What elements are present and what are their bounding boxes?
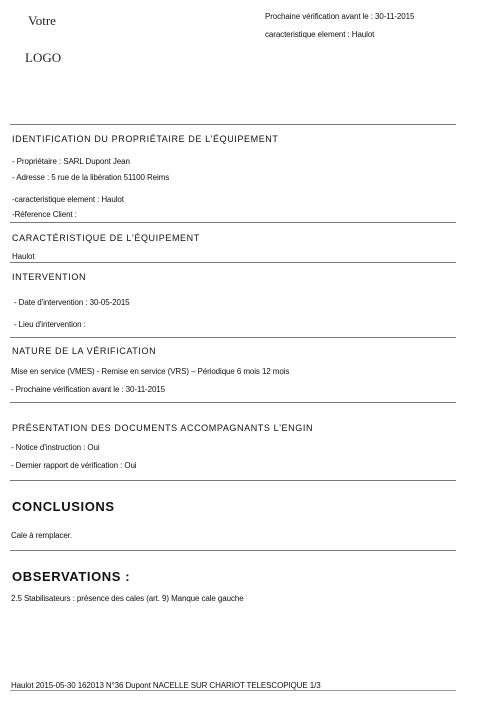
section-title-equipment: CARACTÉRISTIQUE DE L'ÉQUIPEMENT: [12, 233, 200, 243]
section-title-observations: OBSERVATIONS :: [12, 569, 131, 584]
owner-element: -caracteristique element : Haulot: [12, 195, 124, 204]
logo-text: LOGO: [25, 50, 62, 65]
element-characteristic: caracteristique element : Haulot: [265, 30, 375, 39]
next-check-date: Prochaine vérification avant le : 30-11-2015: [265, 12, 415, 21]
verification-types: Mise en service (VMES) - Remise en service (VRS) – Périodique 6 mois 12 mois: [11, 367, 290, 376]
owner-name: - Propriétaire : SARL Dupont Jean: [12, 157, 130, 166]
observations-text: 2.5 Stabilisateurs : présence des cales (art. 9) Manque cale gauche: [11, 594, 244, 603]
section-title-verification: NATURE DE LA VÉRIFICATION: [12, 346, 157, 356]
documents-notice: - Notice d'instruction : Oui: [11, 443, 100, 452]
divider: [10, 262, 456, 263]
section-title-documents: PRÉSENTATION DES DOCUMENTS ACCOMPAGNANTS L'ENGIN: [12, 423, 314, 433]
equipment-value: Haulot: [12, 252, 35, 261]
owner-address: - Adresse : 5 rue de la libération 51100 Reims: [12, 173, 170, 182]
intervention-date: - Date d'intervention : 30-05-2015: [14, 298, 130, 307]
section-title-owner: IDENTIFICATION DU PROPRIÉTAIRE DE L'ÉQUIPEMENT: [12, 134, 279, 144]
footer-text: Haulot 2015-05-30 162013 N°36 Dupont NACELLE SUR CHARIOT TELESCOPIQUE 1/3: [11, 681, 321, 690]
divider: [10, 337, 456, 338]
section-title-intervention: INTERVENTION: [12, 272, 87, 282]
divider: [10, 124, 456, 125]
divider: [10, 222, 456, 223]
verification-next: - Prochaine vérification avant le : 30-11-2015: [11, 385, 166, 394]
documents-last-report: - Dernier rapport de vérification : Oui: [11, 461, 137, 470]
divider: [10, 402, 456, 403]
footer-divider: [10, 690, 456, 691]
divider: [10, 480, 456, 481]
divider: [10, 550, 456, 551]
owner-reference: -Réference Client :: [12, 210, 77, 219]
intervention-location: - Lieu d'intervention :: [14, 320, 86, 329]
section-title-conclusions: CONCLUSIONS: [12, 499, 115, 514]
conclusions-text: Cale à remplacer.: [11, 531, 72, 540]
logo-votre: Votre: [28, 13, 56, 28]
